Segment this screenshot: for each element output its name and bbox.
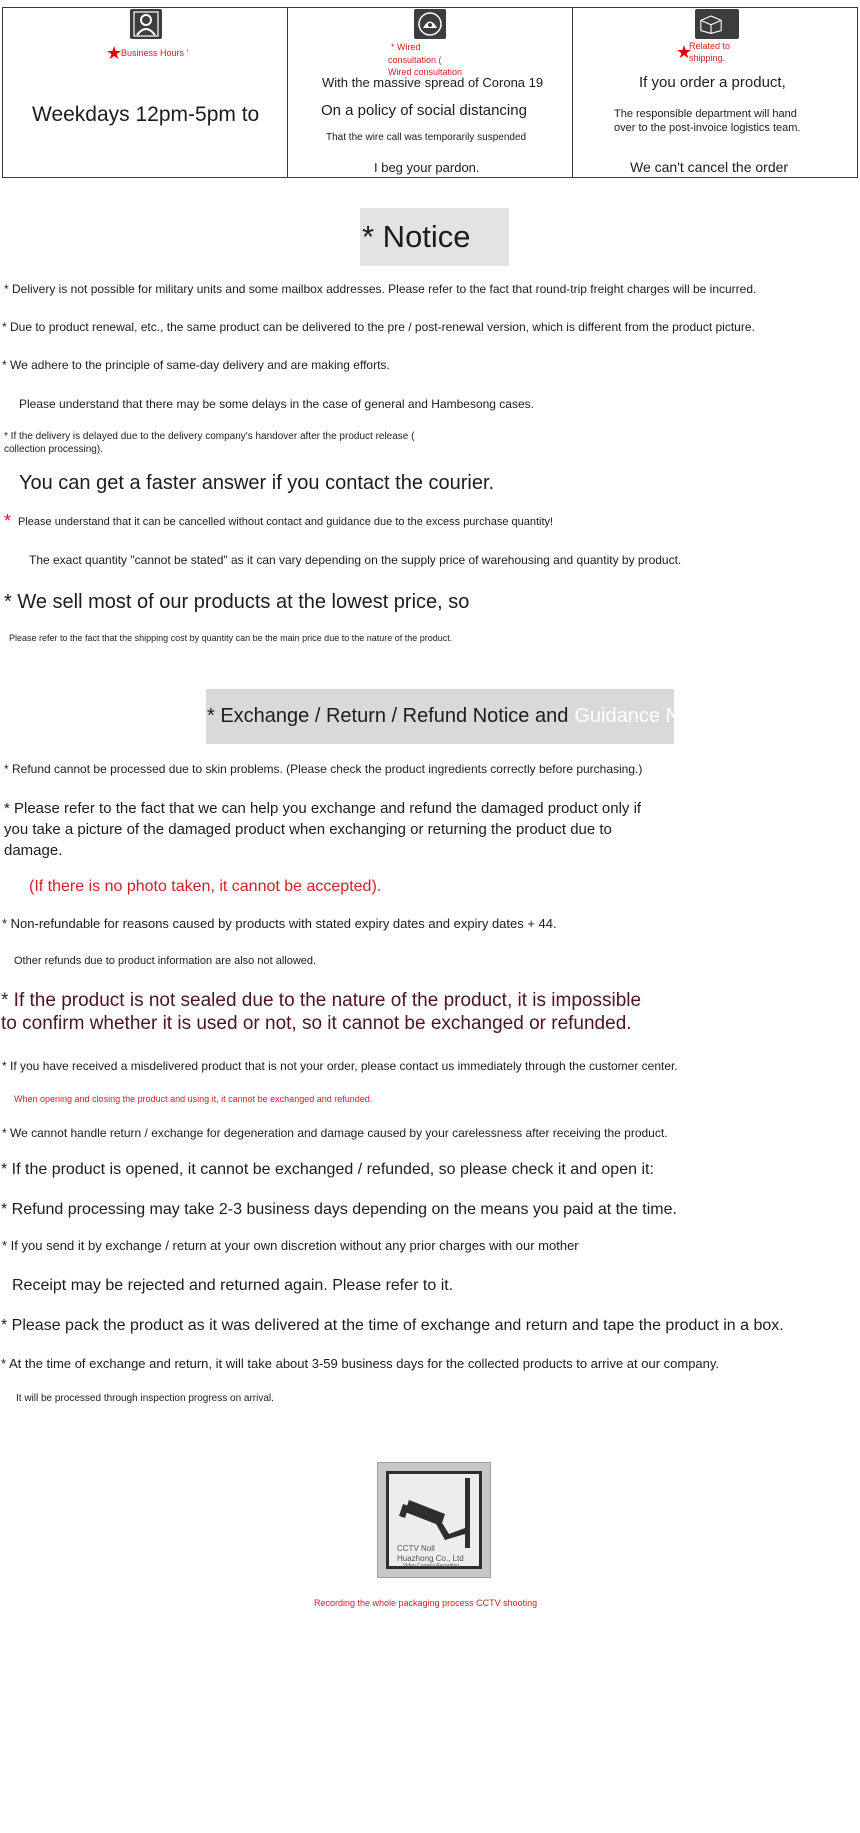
notice-item: Please understand that it can be cancelled without contact and guidance due to the excess purchase quantity!	[18, 516, 554, 528]
person-icon	[130, 9, 162, 39]
business-hours-tag: Business Hours '	[121, 48, 189, 58]
cctv-text-2: Huazhong Co., Ltd	[397, 1554, 464, 1563]
cctv-text-3: Video Camera Recording	[403, 1563, 460, 1569]
notice-item: The exact quantity "cannot be stated" as it can vary depending on the supply price of warehousing and quantity by product.	[29, 553, 682, 567]
notice-item: * We sell most of our products at the lowest price, so	[4, 591, 470, 613]
exchange-item: It will be processed through inspection progress on arrival.	[16, 1393, 274, 1404]
exchange-item: * We cannot handle return / exchange for degeneration and damage caused by your carelessness after receiving the product.	[2, 1126, 668, 1140]
exchange-item: Other refunds due to product information are also not allowed.	[14, 955, 317, 967]
star-icon: ★	[106, 43, 123, 63]
exchange-item-red: (If there is no photo taken, it cannot be accepted).	[29, 878, 382, 895]
wired-line-2: On a policy of social distancing	[321, 102, 527, 119]
business-hours-text: Weekdays 12pm-5pm to	[32, 103, 260, 126]
exchange-heading-text: * Exchange / Return / Refund Notice and	[207, 705, 569, 727]
wired-consultation-box	[287, 7, 573, 178]
notice-item: * Due to product renewal, etc., the same product can be delivered to the pre / post-renewal version, which is different from the product picture.	[2, 320, 755, 334]
wired-tag-3: Wired consultation	[388, 67, 463, 77]
shipping-line-2b: over to the post-invoice logistics team.	[614, 122, 801, 134]
wired-line-1: With the massive spread of Corona 19	[322, 75, 544, 90]
cctv-sign-frame	[386, 1471, 482, 1569]
exchange-item: * If you have received a misdelivered product that is not your order, please contact us immediately through the customer center.	[2, 1059, 678, 1073]
notice-item: Please understand that there may be some delays in the case of general and Hambesong cases.	[19, 397, 534, 411]
notice-item: Please refer to the fact that the shipping cost by quantity can be the main price due to the nature of the product.	[9, 633, 453, 643]
exchange-item: damage.	[4, 842, 63, 859]
exchange-item: * Please refer to the fact that we can help you exchange and refund the damaged product only if	[4, 800, 642, 817]
shipping-line-1: If you order a product,	[639, 74, 786, 91]
exchange-heading	[206, 689, 718, 744]
shipping-line-2a: The responsible department will hand	[614, 108, 797, 120]
shipping-line-3: We can't cancel the order	[630, 159, 789, 175]
cctv-caption: Recording the whole packaging process CCTV shooting	[314, 1598, 538, 1608]
cctv-sign-image	[377, 1462, 491, 1578]
exchange-item-red: When opening and closing the product and using it, it cannot be exchanged and refunded.	[14, 1094, 373, 1104]
exchange-item: you take a picture of the damaged product when exchanging or returning the product due to	[4, 821, 612, 838]
package-icon	[695, 9, 739, 39]
telephone-icon	[414, 9, 446, 39]
shipping-box	[572, 7, 858, 178]
shipping-tag-1: Related to	[689, 41, 731, 51]
notice-item: collection processing).	[4, 444, 103, 455]
exchange-item: * Refund processing may take 2-3 business days depending on the means you paid at the time.	[1, 1201, 677, 1218]
exchange-item: * Please pack the product as it was delivered at the time of exchange and return and tape the product in a box.	[1, 1317, 784, 1334]
business-hours-box	[2, 7, 288, 178]
exchange-item-emphasis: * If the product is not sealed due to the nature of the product, it is impossible	[1, 990, 642, 1011]
shipping-tag-2: shipping.	[689, 53, 726, 63]
wired-tag-2: consultation (	[388, 55, 442, 65]
exchange-item: * If you send it by exchange / return at your own discretion without any prior charges with our mother	[2, 1238, 579, 1253]
wired-tag-1: * Wired	[391, 42, 421, 52]
notice-item: * If the delivery is delayed due to the delivery company's handover after the product release (	[4, 431, 415, 442]
exchange-item: * Refund cannot be processed due to skin problems. (Please check the product ingredients correctly before purchasing.)	[4, 762, 643, 776]
star-icon: ★	[676, 42, 693, 62]
wired-line-4: I beg your pardon.	[374, 160, 480, 175]
cctv-text-1: CCTV Noll	[397, 1544, 435, 1553]
wired-line-3: That the wire call was temporarily suspended	[326, 132, 527, 143]
exchange-item: * Non-refundable for reasons caused by products with stated expiry dates and expiry dates + 44.	[2, 916, 557, 931]
exchange-item: * At the time of exchange and return, it will take about 3-59 business days for the collected products to arrive at our company.	[1, 1356, 720, 1371]
exchange-heading-light: Guidance Notes	[574, 705, 718, 727]
notice-heading: * Notice	[360, 208, 509, 266]
asterisk-icon: *	[4, 511, 12, 531]
exchange-item: Receipt may be rejected and returned again. Please refer to it.	[12, 1277, 454, 1294]
exchange-item: * If the product is opened, it cannot be exchanged / refunded, so please check it and open it:	[1, 1161, 654, 1178]
notice-item: You can get a faster answer if you contact the courier.	[19, 472, 495, 494]
notice-item: * Delivery is not possible for military units and some mailbox addresses. Please refer to the fact that round-trip freight charges will be incurred.	[4, 282, 757, 296]
notice-item: * We adhere to the principle of same-day delivery and are making efforts.	[2, 358, 390, 372]
exchange-item-emphasis: to confirm whether it is used or not, so it cannot be exchanged or refunded.	[1, 1013, 632, 1034]
